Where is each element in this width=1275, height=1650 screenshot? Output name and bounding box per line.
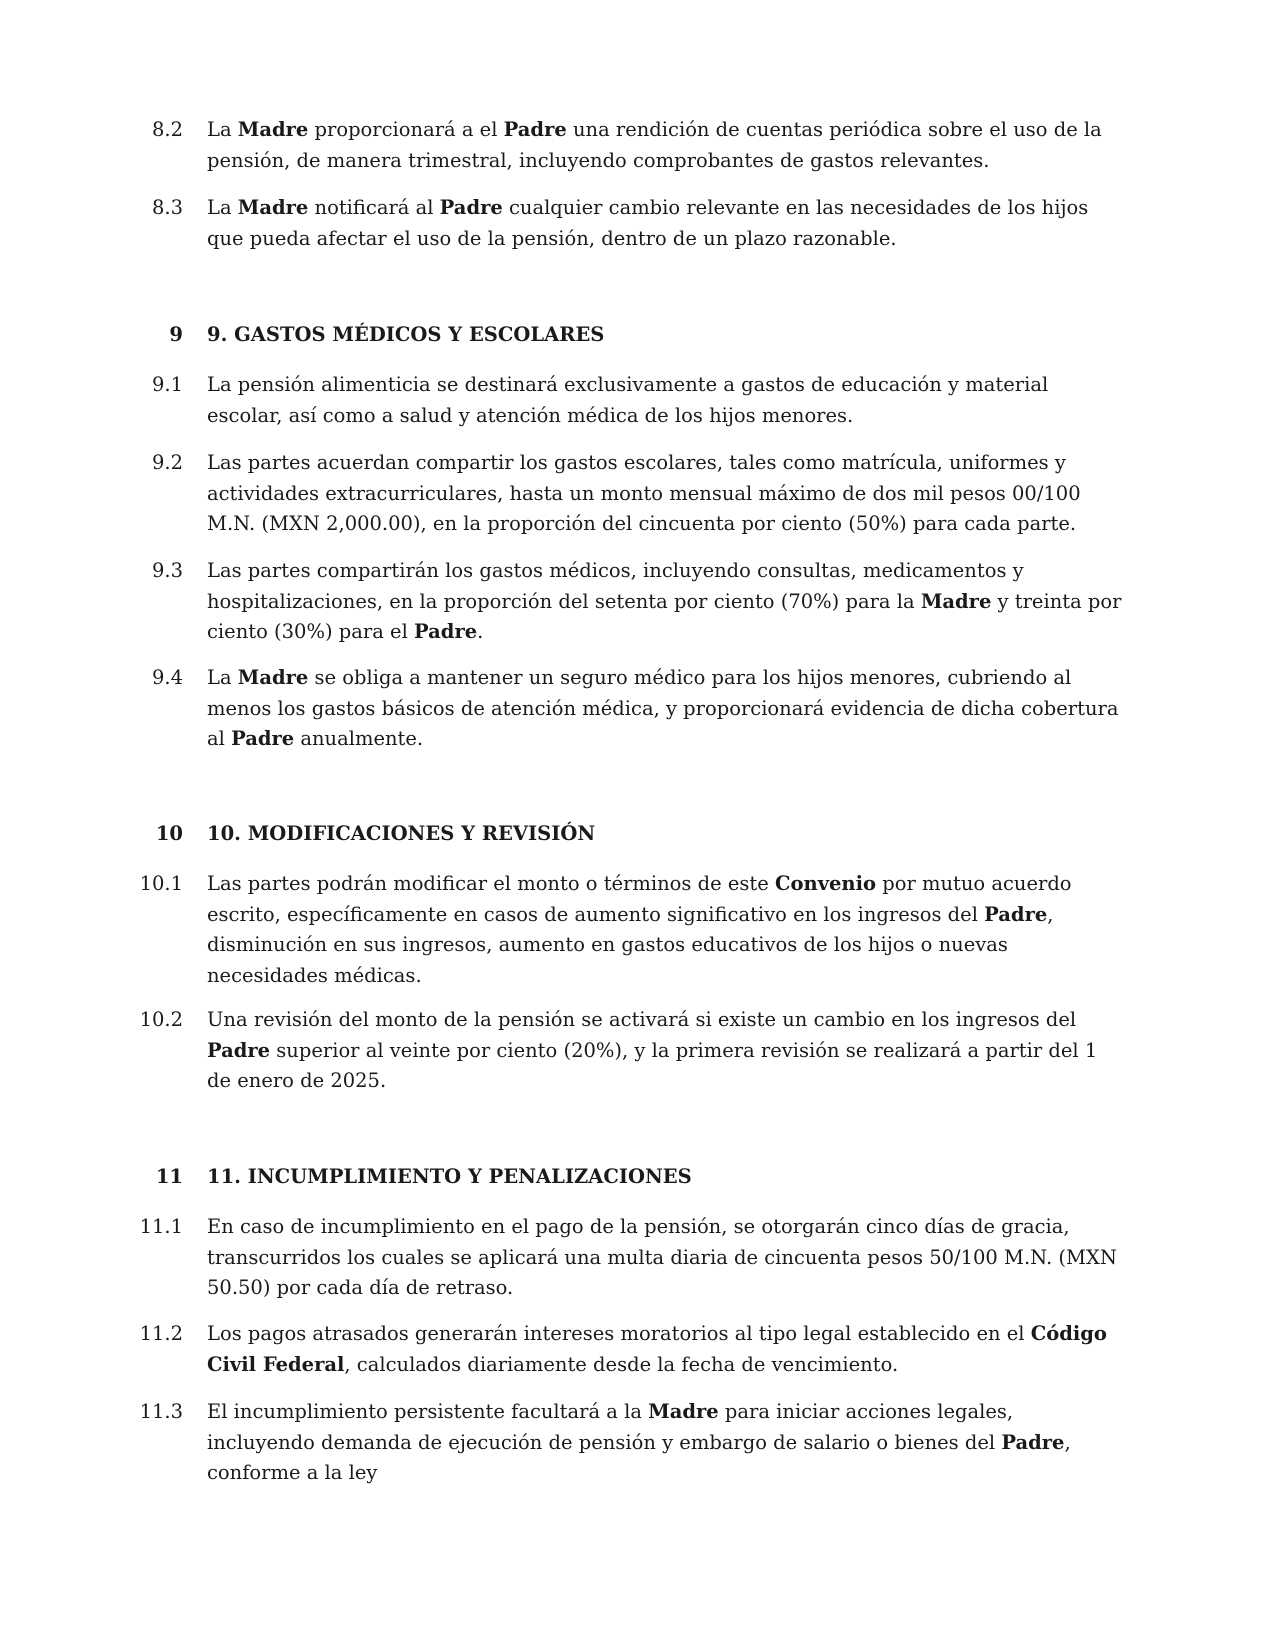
party-padre: Padre (984, 902, 1048, 926)
party-padre: Padre (1001, 1430, 1065, 1454)
clause-text: La pensión alimenticia se destinará exclusivamente a gastos de educación y material escolar, así como a salud y atención médica de los hijos menores. (207, 373, 1049, 427)
clause-text: Las partes podrán modificar el monto o términos de este Convenio por mutuo acuerdo escrito, específicamente en casos de aumento significativo en los ingresos del Padre, disminución en sus ingresos, aumento en gastos educativos de los hijos o nuevas necesidades médicas. (207, 872, 1072, 987)
clause-number: 10.2 (139, 1008, 183, 1031)
party-padre: Padre (414, 620, 478, 643)
clause-text: La Madre proporcionará a el Padre una rendición de cuentas periódica sobre el uso de la pensión, de manera trimestral, incluyendo comprobantes de gastos relevantes. (207, 118, 1102, 172)
clause-text: La Madre notificará al Padre cualquier cambio relevante en las necesidades de los hijos que pueda afectar el uso de la pensión, dentro de un plazo razonable. (207, 196, 1089, 250)
party-madre: Madre (648, 1400, 719, 1423)
section-number: 9 (169, 323, 183, 346)
party-padre: Padre (231, 727, 295, 750)
party-madre: Madre (237, 666, 309, 689)
clause-number: 8.2 (151, 118, 183, 141)
clause-number: 11.2 (139, 1322, 183, 1345)
clause-number: 9.2 (151, 451, 183, 474)
clause-text: La Madre se obliga a mantener un seguro médico para los hijos menores, cubriendo al menos los gastos básicos de atención médica, y proporcionará evidencia de dicha cobertura al Padre anualmente. (207, 666, 1119, 750)
party-madre: Madre (237, 118, 309, 141)
section-number: 10 (155, 822, 183, 845)
section-title: 10. MODIFICACIONES Y REVISIÓN (207, 822, 596, 845)
clause-number: 11.1 (139, 1215, 183, 1238)
clause-number: 9.4 (151, 666, 183, 689)
clause-number: 11.3 (139, 1400, 183, 1423)
clause-text: Una revisión del monto de la pensión se activará si existe un cambio en los ingresos del Padre superior al veinte por ciento (20%), y la primera revisión se realizará a partir del 1 de enero de 2025. (207, 1008, 1098, 1092)
section-number: 11 (155, 1165, 183, 1188)
clause-number: 9.3 (151, 559, 183, 582)
clause-number: 8.3 (151, 196, 183, 219)
clause-text: En caso de incumplimiento en el pago de la pensión, se otorgarán cinco días de gracia, transcurridos los cuales se aplicará una multa diaria de cincuenta pesos 50/100 M.N. (MXN 50.50) por cada día de retraso. (207, 1215, 1117, 1299)
party-padre: Padre (439, 196, 503, 219)
clause-text: El incumplimiento persistente facultará a la Madre para iniciar acciones legales, incluyendo demanda de ejecución de pensión y embargo de salario o bienes del Padre, conforme a la ley (207, 1400, 1071, 1484)
clause-text: Los pagos atrasados generarán intereses moratorios al tipo legal establecido en el Código Civil Federal, calculados diariamente desde la fecha de vencimiento. (207, 1322, 1107, 1376)
clause-text: Las partes acuerdan compartir los gastos escolares, tales como matrícula, uniformes y actividades extracurriculares, hasta un monto mensual máximo de dos mil pesos 00/100 M.N. (MXN 2,000.00), en la proporción del cincuenta por ciento (50%) para cada parte. (207, 451, 1081, 535)
section-title: 9. GASTOS MÉDICOS Y ESCOLARES (207, 323, 605, 346)
clause-number: 10.1 (139, 872, 183, 895)
term-convenio: Convenio (774, 872, 877, 895)
party-madre: Madre (237, 196, 309, 219)
party-madre: Madre (920, 589, 992, 613)
clause-text: Las partes compartirán los gastos médicos, incluyendo consultas, medicamentos y hospitalizaciones, en la proporción del setenta por ciento (70%) para la Madre y treinta por ciento (30%) para el Padre. (207, 559, 1122, 643)
term-codigo-civil-federal: Código Civil Federal (207, 1322, 1107, 1376)
party-padre: Padre (207, 1038, 271, 1062)
party-padre: Padre (503, 118, 567, 141)
section-title: 11. INCUMPLIMIENTO Y PENALIZACIONES (207, 1165, 692, 1188)
clause-number: 9.1 (151, 373, 183, 396)
